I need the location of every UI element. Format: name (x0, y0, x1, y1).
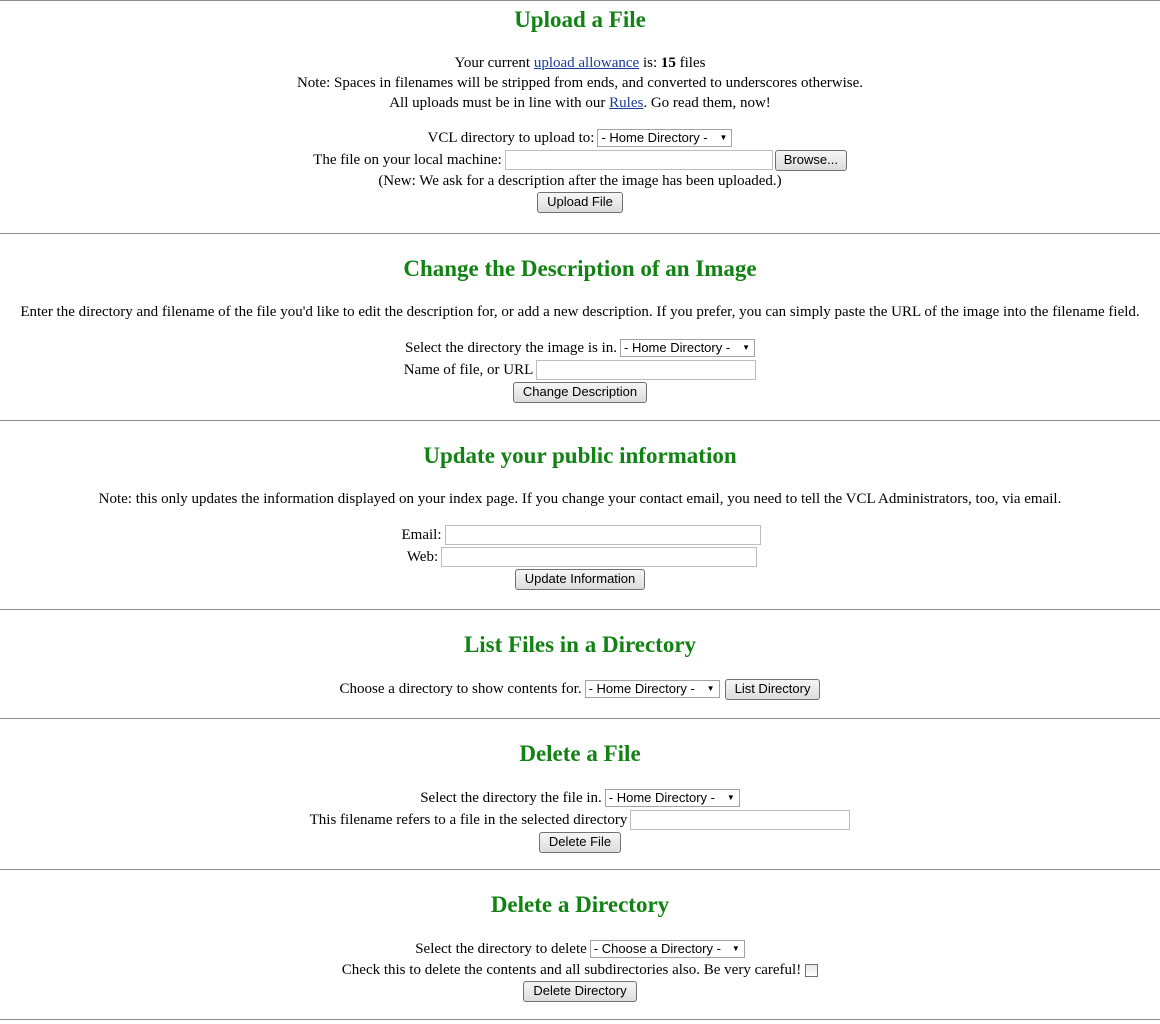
change-desc-name-label: Name of file, or URL (403, 362, 534, 378)
upload-dir-row (0, 127, 1160, 149)
delete-dir-submit-row (0, 980, 1160, 1002)
chevron-down-icon: ▼ (726, 793, 735, 802)
change-description-intro: Enter the directory and filename of the file you'd like to edit the description for, or add a new description. If you prefer, you can simply paste the URL of the image into the filename field. (20, 304, 1140, 320)
delete-file-submit-row (0, 831, 1160, 853)
upload-file-label: The file on your local machine: (313, 152, 502, 168)
upload-allowance-line: Your current upload allowance is: 15 files (454, 55, 706, 71)
divider (0, 0, 1160, 1)
public-info-submit-row (0, 568, 1160, 590)
upload-spaces-note: Note: Spaces in filenames will be stripped from ends, and converted to underscores otherwise. (296, 75, 864, 91)
change-desc-submit-row (0, 381, 1160, 403)
change-desc-dir-label: Select the directory the image is in. (404, 340, 617, 356)
list-directory-button[interactable]: List Directory (725, 679, 821, 700)
change-description-section (0, 254, 1160, 403)
delete-dir-select[interactable]: - Choose a Directory - ▼ (590, 940, 745, 958)
web-label: Web: (406, 549, 439, 565)
delete-file-dir-select[interactable]: - Home Directory - ▼ (605, 789, 740, 807)
delete-file-dir-row (0, 787, 1160, 809)
change-description-button[interactable]: Change Description (513, 382, 647, 403)
update-information-button[interactable]: Update Information (515, 569, 646, 590)
list-files-row (0, 678, 1160, 700)
upload-dir-label: VCL directory to upload to: (427, 130, 595, 146)
delete-file-button[interactable]: Delete File (539, 832, 621, 853)
public-info-note: Note: this only updates the information displayed on your index page. If you change your contact email, you need to tell the VCL Administrators, too, via email. (98, 491, 1062, 507)
change-desc-dir-row (0, 337, 1160, 359)
change-desc-name-input[interactable] (536, 360, 756, 380)
upload-desc-note: (New: We ask for a description after the image has been uploaded.) (378, 173, 782, 189)
delete-file-dir-label: Select the directory the file in. (420, 790, 602, 806)
list-files-dir-label: Choose a directory to show contents for. (339, 681, 582, 697)
upload-allowance-link[interactable]: upload allowance (533, 55, 640, 71)
web-row (0, 546, 1160, 568)
change-description-title: Change the Description of an Image (403, 256, 757, 281)
list-files-dir-select[interactable]: - Home Directory - ▼ (585, 680, 720, 698)
delete-file-name-input[interactable] (630, 810, 850, 830)
chevron-down-icon: ▼ (731, 944, 740, 953)
delete-dir-recursive-row (0, 960, 1160, 980)
email-label: Email: (401, 527, 442, 543)
list-files-section (0, 630, 1160, 700)
delete-directory-button[interactable]: Delete Directory (523, 981, 636, 1002)
delete-file-section (0, 739, 1160, 853)
upload-file-input[interactable] (505, 150, 773, 170)
delete-file-name-label: This filename refers to a file in the selected directory (309, 812, 628, 828)
upload-dir-select[interactable]: - Home Directory - ▼ (597, 129, 732, 147)
delete-dir-row (0, 938, 1160, 960)
upload-section (0, 5, 1160, 213)
delete-directory-section (0, 890, 1160, 1002)
public-info-title: Update your public information (423, 443, 737, 468)
divider (0, 1019, 1160, 1020)
upload-submit-row (0, 191, 1160, 213)
rules-link[interactable]: Rules (609, 95, 644, 111)
browse-button[interactable]: Browse... (775, 150, 847, 171)
delete-file-name-row (0, 809, 1160, 831)
divider (0, 869, 1160, 870)
chevron-down-icon: ▼ (742, 343, 750, 352)
upload-file-row (0, 149, 1160, 171)
divider (0, 609, 1160, 610)
delete-recursive-checkbox[interactable] (805, 964, 818, 977)
email-row (0, 524, 1160, 546)
delete-directory-title: Delete a Directory (490, 892, 670, 917)
upload-file-button[interactable]: Upload File (537, 192, 623, 213)
upload-title: Upload a File (514, 7, 646, 32)
change-desc-name-row (0, 359, 1160, 381)
public-info-section (0, 441, 1160, 590)
email-field[interactable] (445, 525, 761, 545)
change-desc-dir-select[interactable]: - Home Directory - ▼ (620, 339, 755, 357)
delete-dir-recursive-label: Check this to delete the contents and all subdirectories also. Be very careful! (341, 962, 802, 978)
web-field[interactable] (441, 547, 757, 567)
divider (0, 233, 1160, 234)
upload-rules-line: All uploads must be in line with our Rules. Go read them, now! (389, 95, 771, 111)
chevron-down-icon: ▼ (719, 133, 728, 142)
upload-allowance-count: 15 (660, 55, 676, 71)
delete-dir-label: Select the directory to delete (415, 941, 587, 957)
divider (0, 718, 1160, 719)
delete-file-title: Delete a File (519, 741, 641, 766)
list-files-title: List Files in a Directory (463, 632, 697, 657)
divider (0, 420, 1160, 421)
chevron-down-icon: ▼ (706, 684, 715, 693)
